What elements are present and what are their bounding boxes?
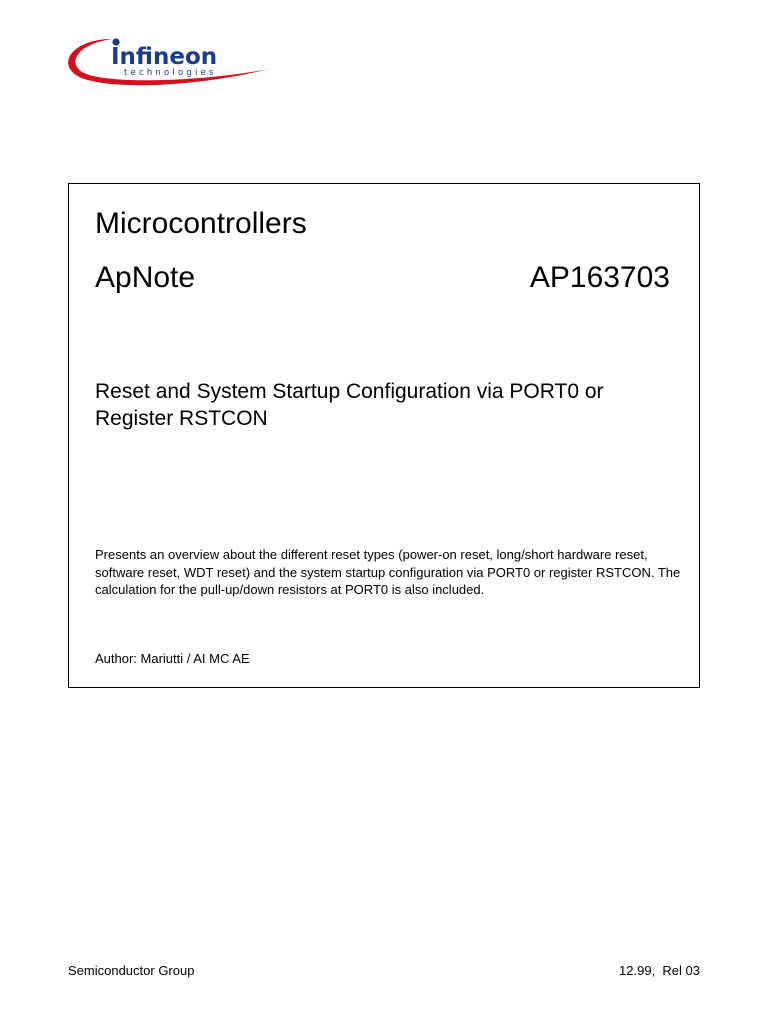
doc-author: Author: Mariutti / AI MC AE (95, 651, 250, 666)
doc-abstract: Presents an overview about the different reset types (power-on reset, long/short hardware reset, software reset, WDT reset) and the system startup configuration via PORT0 or register RSTCON. The calculation for the pull-up/down resistors at PORT0 is also included. (95, 547, 681, 597)
doc-title: Reset and System Startup Configuration via PORT0 or Register RSTCON (95, 380, 604, 430)
logo-wordmark: Infineon (111, 44, 218, 70)
logo-tagline: technologies (124, 68, 217, 78)
doc-type: ApNote (95, 261, 196, 294)
cover-box (68, 183, 700, 688)
doc-number: AP163703 (529, 261, 670, 294)
footer-publisher: Semiconductor Group (68, 963, 195, 978)
doc-category: Microcontrollers (95, 207, 307, 240)
infineon-logo (62, 30, 274, 92)
footer-release: 12.99, Rel 03 (619, 963, 700, 978)
